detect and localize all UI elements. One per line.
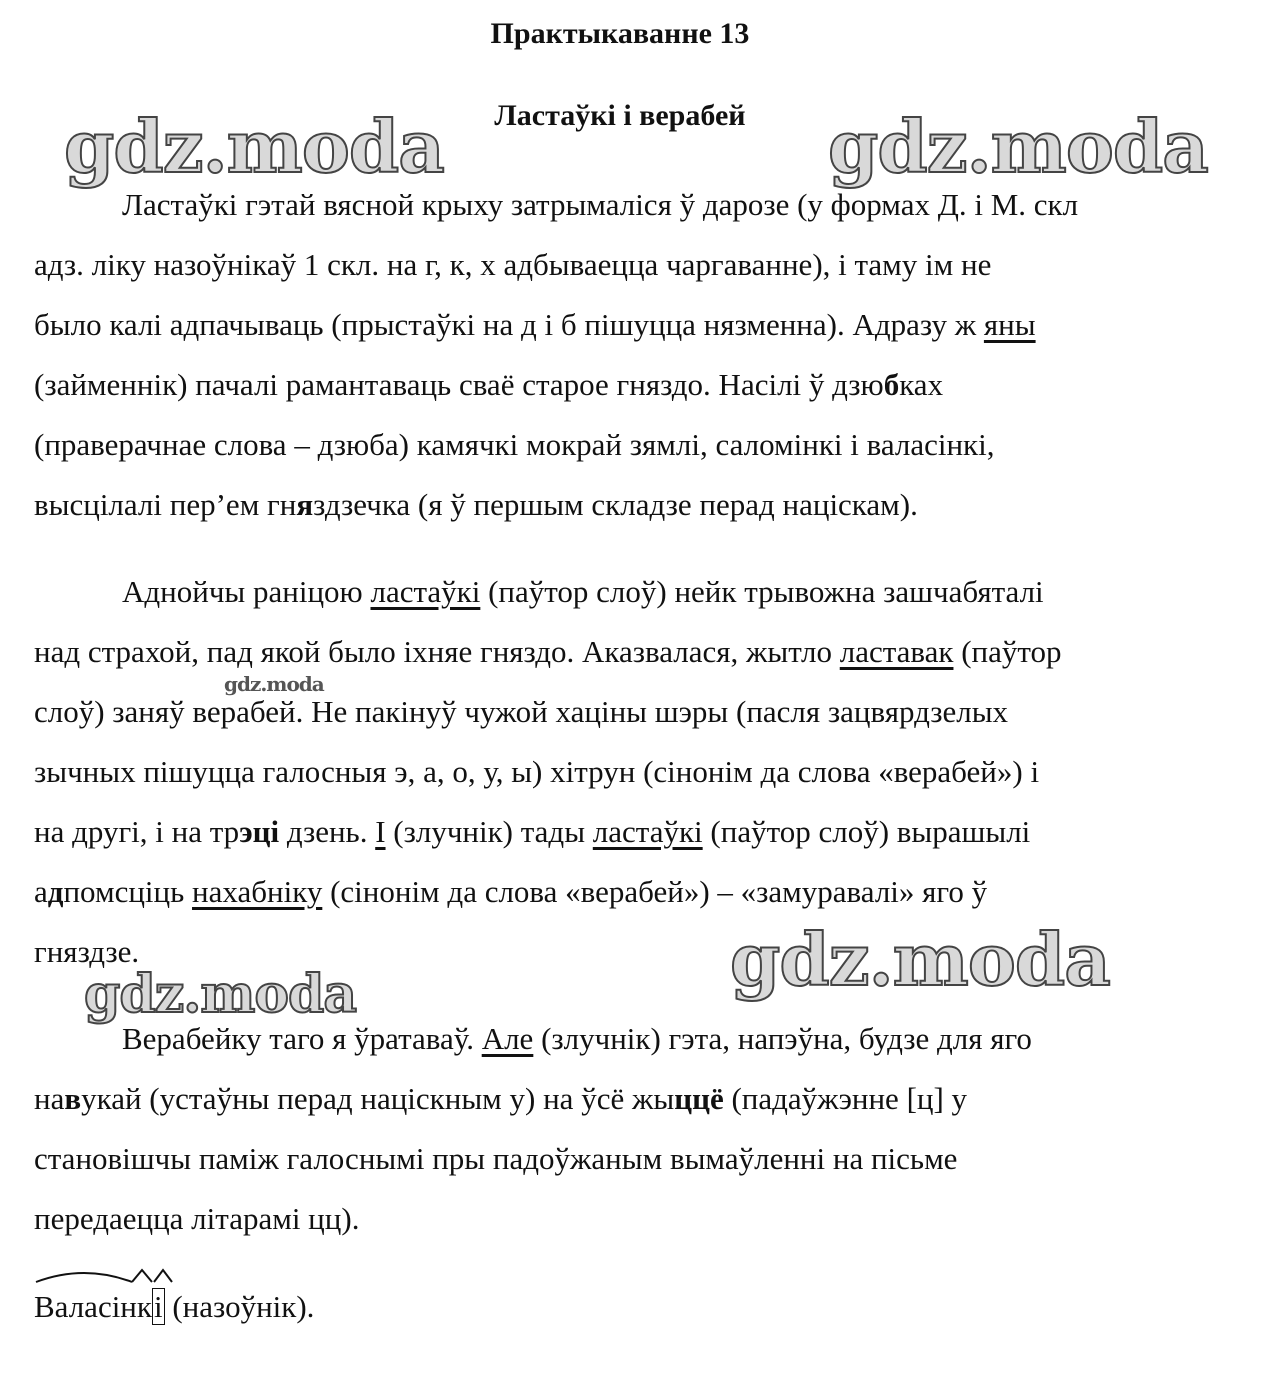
paragraph-1 [34, 175, 1234, 535]
watermark: gdz.moda [828, 104, 1208, 189]
underlined-word: яны [983, 307, 1036, 342]
p2-line-7: гняздзе. [34, 934, 140, 969]
word-stem: Валасінк [34, 1289, 152, 1324]
morpheme-marks-icon [34, 1266, 194, 1286]
p1-line-3: было калі адпачываць (прыстаўкі на д і б пішуцца нязменна). Адразу ж яны [34, 307, 1036, 342]
watermark: gdz.moda [730, 917, 1110, 1002]
underlined-word: І [375, 814, 386, 849]
bold-letters: ццё [674, 1081, 724, 1116]
p1-line-4: (займеннік) пачалі рамантаваць сваё старое гняздо. Насілі ў дзюбках [34, 367, 944, 402]
p1-line-2: адз. ліку назоўнікаў 1 скл. на г, к, х адбываецца чаргаванне), і таму ім не [34, 247, 992, 282]
p2-line-2: над страхой, пад якой было іхняе гняздо. Аказвалася, жытло ластавак (паўтор [34, 634, 1062, 669]
watermark-small: gdz.moda [224, 672, 324, 696]
p1-line-5: (праверачнае слова – дзюба) камячкі мокрай зямлі, саломінкі і валасінкі, [34, 427, 995, 462]
text-title: Ластаўкі і верабей [494, 99, 746, 132]
bold-letter: я [296, 487, 314, 522]
underlined-word: Але [481, 1021, 534, 1056]
bold-letters: эці [239, 814, 280, 849]
p2-line-5: на другі, і на трэці дзень. І (злучнік) тады ластаўкі (паўтор слоў) вырашылі [34, 814, 1031, 849]
p2-line-4: зычных пішуцца галосныя э, а, о, у, ы) хітрун (сінонім да слова «верабей») і [34, 754, 1040, 789]
paragraph-3 [34, 1009, 1234, 1249]
p1-line-1: Ластаўкі гэтай вясной крыху затрымаліся ў дарозе (у формах Д. і М. скл [122, 187, 1079, 222]
p1-line-6: высцілалі пер’ем гняздзечка (я ў першым складзе перад націскам). [34, 487, 918, 522]
p3-line-1: Верабейку таго я ўратаваў. Але (злучнік) гэта, напэўна, будзе для яго [122, 1021, 1032, 1056]
p3-line-3: становішчы паміж галоснымі пры падоўжаным вымаўленні на пісьме [34, 1141, 958, 1176]
bold-letter: в [64, 1081, 82, 1116]
underlined-word: нахабніку [192, 874, 323, 909]
watermark: gdz.moda [64, 104, 444, 189]
paragraph-2 [34, 562, 1234, 982]
morpheme-analysis [34, 1280, 314, 1334]
p3-line-4: передаецца літарамі цц). [34, 1201, 360, 1236]
bold-letter: б [883, 367, 900, 402]
exercise-title: Практыкаванне 13 [490, 17, 750, 50]
underlined-word: ластавак [839, 634, 954, 669]
p2-line-6: адпомсціць нахабніку (сінонім да слова «верабей») – «замуравалі» яго ў [34, 874, 988, 909]
underlined-word: ластаўкі [370, 574, 481, 609]
part-of-speech-note: (назоўнік). [164, 1289, 315, 1324]
word-ending: і [153, 1289, 163, 1324]
underlined-word: ластаўкі [592, 814, 703, 849]
watermark: gdz.moda [84, 964, 357, 1025]
bold-letter: д [47, 874, 64, 909]
p3-line-2: навукай (устаўны перад націскным у) на ўсё жыццё (падаўжэнне [ц] у [34, 1081, 968, 1116]
p2-line-1: Аднойчы раніцою ластаўкі (паўтор слоў) нейк трывожна зашчабяталі [122, 574, 1044, 609]
p2-line-3: слоў) заняў верабей. Не пакінуў чужой хаціны шэры (пасля зацвярдзелых [34, 694, 1009, 729]
